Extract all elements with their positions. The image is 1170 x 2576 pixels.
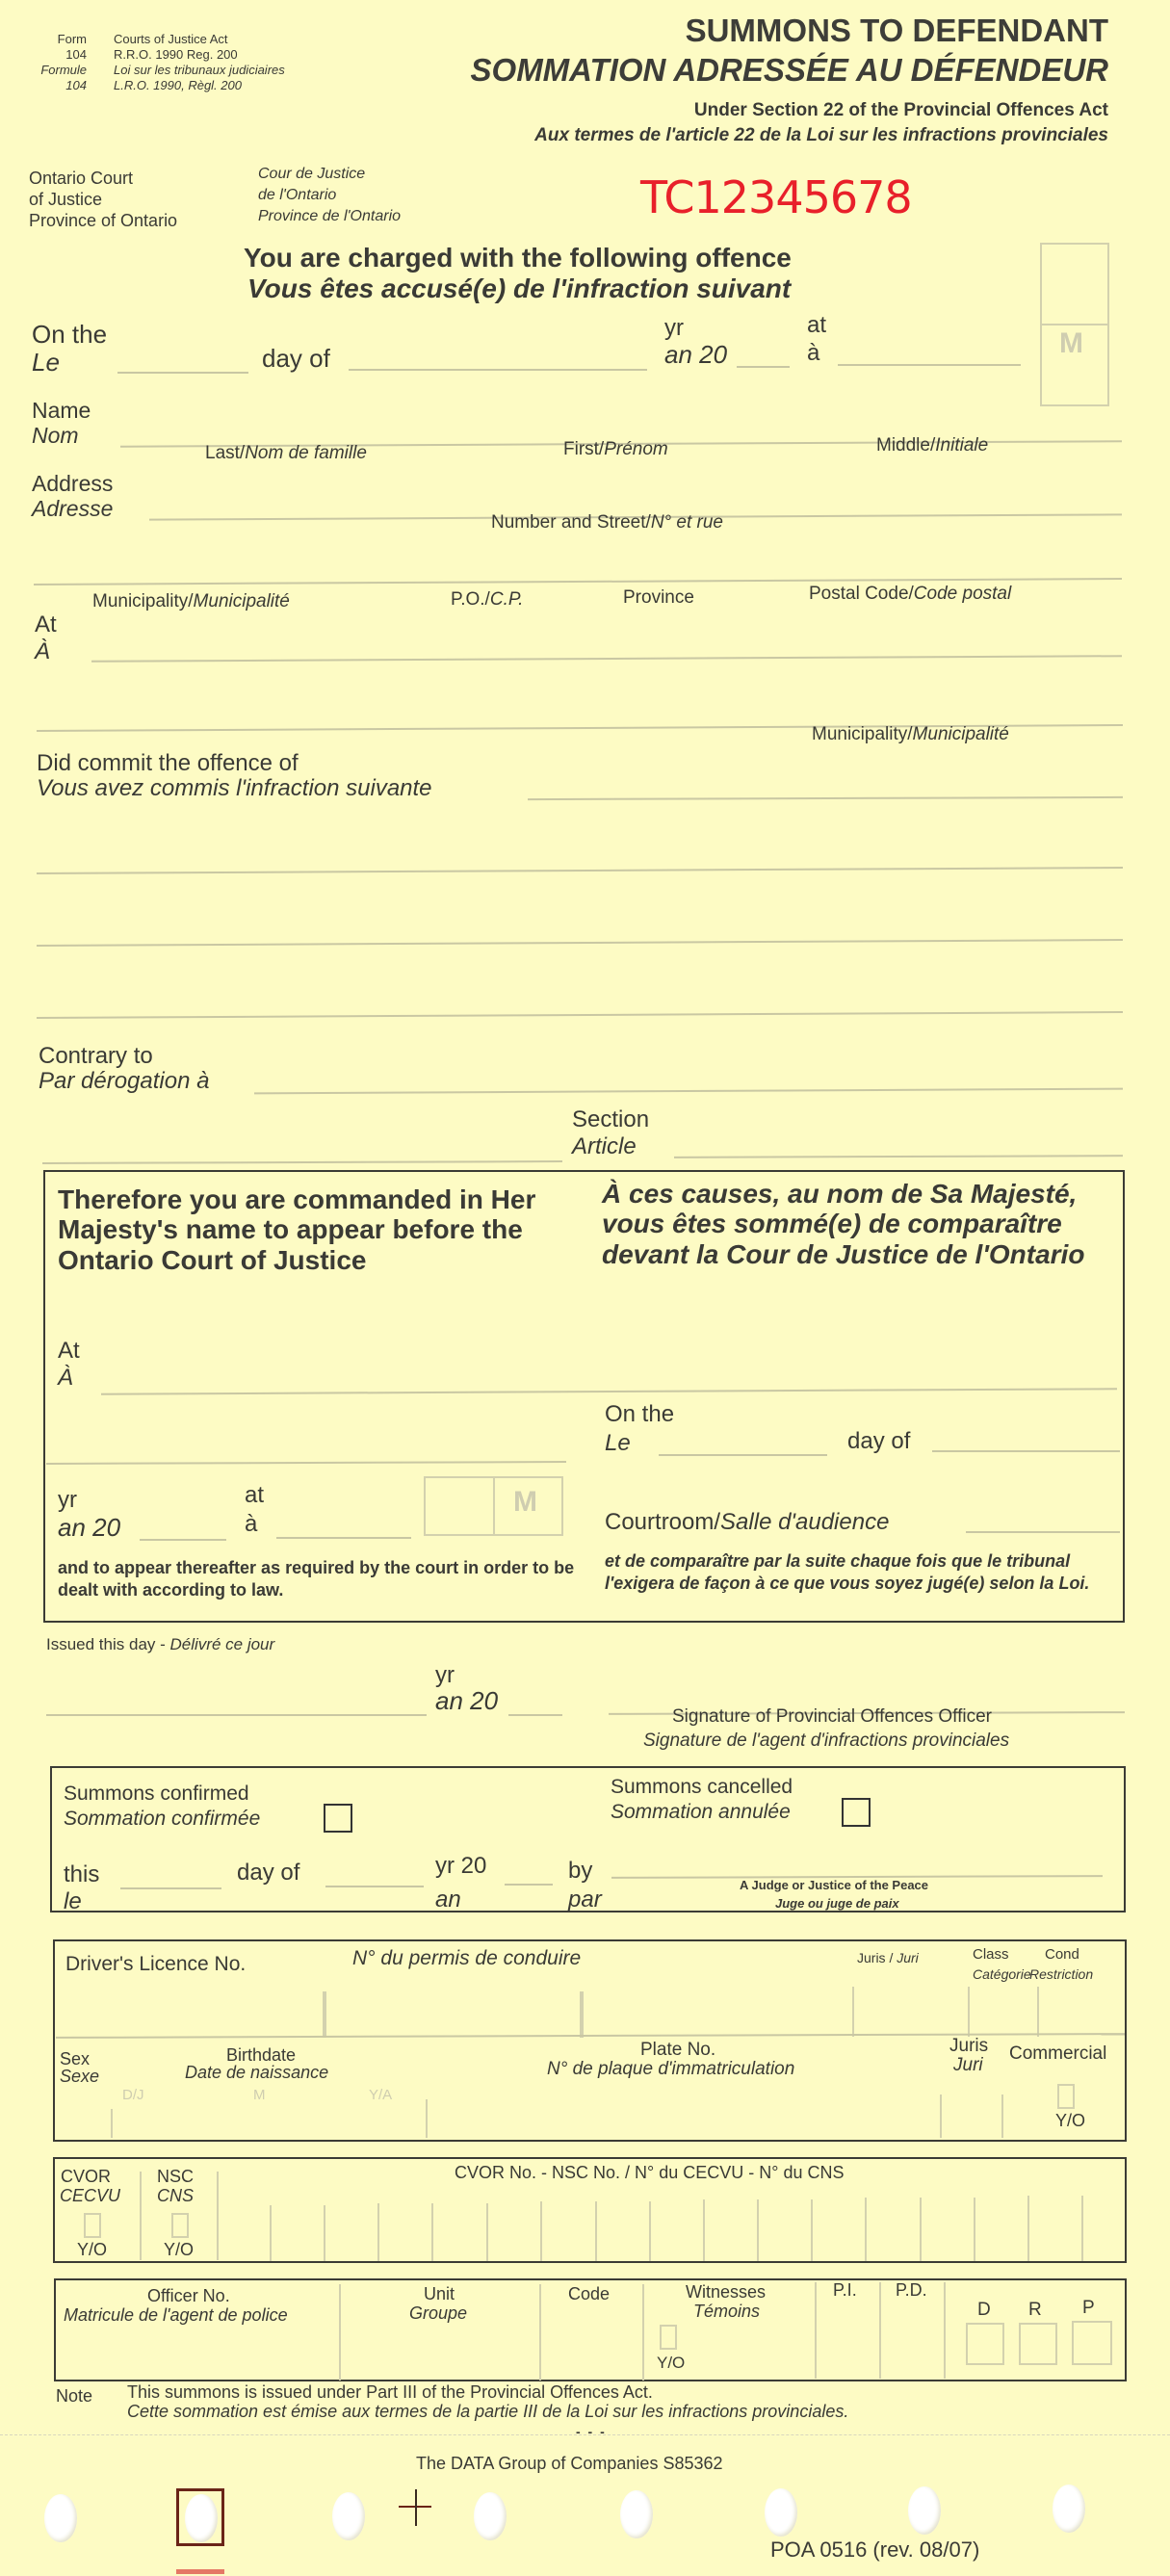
address-label-fr: Adresse — [32, 496, 114, 521]
officer-divider-1 — [339, 2284, 341, 2381]
appear-le-label: Le — [605, 1430, 631, 1456]
first-name-label: First/Prénom — [563, 439, 668, 459]
issued-date-field[interactable] — [46, 1714, 427, 1716]
officer-divider-6 — [944, 2282, 946, 2379]
note-label: Note — [56, 2386, 93, 2406]
licence-label-fr: N° du permis de conduire — [352, 1947, 582, 1969]
licence-juris-label: Juris / Juri — [857, 1950, 919, 1965]
confirmed-label-en: Summons confirmed — [64, 1782, 249, 1805]
offence-month-field[interactable] — [349, 369, 647, 371]
cvor-label-en: CVOR — [61, 2167, 112, 2186]
commercial-yo-label: Y/O — [1055, 2111, 1086, 2130]
licence-divider-1 — [323, 1991, 326, 2038]
title-en: SUMMONS TO DEFENDANT — [685, 13, 1108, 48]
p-label: P — [1082, 2298, 1095, 2318]
location-label-fr: À — [35, 638, 51, 664]
confirm-day-of-label: day of — [237, 1860, 300, 1886]
witnesses-checkbox[interactable] — [660, 2325, 677, 2350]
on-the-label: On the — [32, 320, 108, 349]
class-label-fr: Catégorie — [973, 1966, 1031, 1982]
punch-hole-6 — [765, 2488, 797, 2537]
appear-day-of-label: day of — [847, 1428, 911, 1454]
birth-day-label: D/J — [122, 2087, 144, 2103]
witnesses-yo-label: Y/O — [657, 2354, 686, 2372]
command-text-fr: À ces causes, au nom de Sa Majesté, vous êtes sommé(e) de comparaître devant la Cour de Justice de l'Ontario — [602, 1179, 1085, 1269]
ticket-number: TC12345678 — [640, 171, 912, 223]
cancelled-label-en: Summons cancelled — [611, 1776, 793, 1798]
appear-on-the-label: On the — [605, 1401, 675, 1427]
an20-label: an 20 — [664, 340, 728, 369]
court-location-label-en: At — [58, 1338, 80, 1364]
appear-yr-label: yr — [58, 1487, 77, 1513]
offence-year-field[interactable] — [737, 366, 790, 368]
d-checkbox[interactable] — [966, 2323, 1004, 2365]
reg-fr: L.R.O. 1990, Règl. 200 — [114, 78, 242, 92]
province-label: Province — [623, 587, 694, 608]
officer-number-label-fr: Matricule de l'agent de police — [64, 2305, 288, 2325]
offence-description-line-2[interactable] — [37, 867, 1123, 874]
section-left-line — [42, 1160, 562, 1164]
officer-divider-2 — [539, 2284, 541, 2381]
courtroom-field[interactable] — [966, 1531, 1120, 1533]
birthdate-field[interactable] — [116, 2080, 424, 2138]
registration-mark-bottom — [176, 2569, 224, 2574]
location-municipality-label: Municipality/Municipalité — [812, 724, 1009, 744]
confirm-this-label: this — [64, 1861, 100, 1887]
officer-number-field[interactable] — [58, 2329, 337, 2379]
appear-a-label: à — [245, 1511, 258, 1537]
issued-an20-label: an 20 — [435, 1686, 499, 1715]
plate-juris-divider-2 — [1001, 2095, 1003, 2138]
punch-hole-4 — [474, 2492, 507, 2540]
statute-field[interactable] — [254, 1088, 1123, 1095]
r-label: R — [1028, 2300, 1042, 2320]
a-label: à — [807, 340, 820, 366]
po-label: P.O./C.P. — [451, 589, 524, 610]
location-field[interactable] — [91, 655, 1122, 663]
nsc-label-en: NSC — [157, 2167, 195, 2186]
charged-heading-fr: Vous êtes accusé(e) de l'infraction suivant — [247, 273, 792, 303]
confirm-par-label: par — [568, 1886, 602, 1912]
confirm-day-field[interactable] — [120, 1887, 221, 1889]
court-location-label-fr: À — [58, 1365, 74, 1391]
command-text-en: Therefore you are commanded in Her Majesty's name to appear before the Ontario Court of Justice — [58, 1184, 536, 1275]
act-en: Courts of Justice Act — [114, 32, 228, 46]
form-number: 104 — [65, 47, 87, 62]
perforation-mark: - - - — [576, 2424, 607, 2439]
charged-heading-en: You are charged with the following offence — [244, 243, 792, 273]
signature-label-en: Signature of Provincial Offences Officer — [672, 1706, 992, 1727]
offence-description-line-3[interactable] — [37, 939, 1123, 947]
name-label-en: Name — [32, 398, 91, 423]
pi-field[interactable] — [819, 2306, 876, 2376]
note-text-en: This summons is issued under Part III of the Provincial Offences Act. — [127, 2382, 653, 2402]
punch-hole-5 — [620, 2490, 653, 2538]
subtitle-fr: Aux termes de l'article 22 de la Loi sur les infractions provinciales — [534, 125, 1108, 145]
cond-label-en: Cond — [1045, 1946, 1079, 1963]
birth-month-label: M — [253, 2087, 266, 2103]
formule-number: 104 — [65, 78, 87, 92]
issued-year-field[interactable] — [508, 1714, 562, 1716]
officer-divider-3 — [642, 2284, 644, 2381]
nsc-label-fr: CNS — [157, 2186, 195, 2205]
p-checkbox[interactable] — [1072, 2321, 1112, 2365]
licence-divider-cond — [1037, 1987, 1039, 2037]
court-fr-line3: Province de l'Ontario — [258, 208, 402, 224]
licence-number-field[interactable] — [56, 1984, 1125, 2037]
birthdate-divider — [426, 2099, 428, 2138]
offence-day-field[interactable] — [117, 372, 248, 374]
d-label: D — [977, 2300, 991, 2320]
nsc-checkbox[interactable] — [171, 2213, 189, 2238]
contrary-to-label-fr: Par dérogation à — [39, 1068, 210, 1094]
judge-label-fr: Juge ou juge de paix — [775, 1896, 899, 1911]
sex-label-fr: Sexe — [60, 2067, 100, 2086]
court-fr-line1: Cour de Justice — [258, 166, 366, 182]
did-commit-label-fr: Vous avez commis l'infraction suivante — [37, 775, 432, 801]
licence-divider-class — [968, 1987, 970, 2037]
act-fr: Loi sur les tribunaux judiciaires — [114, 63, 285, 77]
officer-divider-4 — [815, 2282, 817, 2379]
pd-label: P.D. — [896, 2280, 927, 2300]
appear-thereafter-fr: et de comparaître par la suite chaque fois que le tribunal l'exigera de façon à ce que vous soyez jugé(e) selon la Loi. — [605, 1551, 1090, 1594]
subtitle-en: Under Section 22 of the Provincial Offences Act — [693, 100, 1108, 120]
section-field[interactable] — [674, 1155, 1123, 1158]
sex-field[interactable] — [56, 2080, 114, 2138]
cvor-yo-label: Y/O — [77, 2240, 108, 2259]
pd-field[interactable] — [883, 2306, 941, 2376]
time-box-divider — [1040, 324, 1109, 325]
municipality-label: Municipality/Municipalité — [92, 591, 290, 611]
cvor-number-field[interactable] — [220, 2186, 1125, 2261]
plate-juris-label-fr: Juri — [953, 2055, 983, 2075]
plate-label-fr: N° de plaque d'immatriculation — [547, 2059, 795, 2079]
witnesses-label-en: Witnesses — [686, 2282, 767, 2302]
yr-label: yr — [664, 315, 684, 341]
sex-label-en: Sex — [60, 2049, 91, 2069]
registration-mark-cross-v — [415, 2489, 417, 2526]
confirm-month-field[interactable] — [325, 1886, 424, 1887]
court-en-line3: Province of Ontario — [29, 211, 178, 230]
cond-label-fr: Restriction — [1029, 1966, 1094, 1982]
code-field[interactable] — [543, 2311, 639, 2379]
licence-divider-juris — [852, 1987, 854, 2037]
contrary-to-label-en: Contrary to — [39, 1043, 153, 1069]
confirm-year-field[interactable] — [505, 1884, 553, 1886]
appear-meridiem-label: M — [513, 1486, 537, 1518]
birth-year-label: Y/A — [369, 2087, 393, 2103]
pi-label: P.I. — [833, 2280, 857, 2300]
confirm-by-label: by — [568, 1858, 593, 1884]
formule-label: Formule — [40, 63, 87, 77]
reg-en: R.R.O. 1990 Reg. 200 — [114, 47, 238, 62]
issued-yr-label: yr — [435, 1662, 455, 1688]
court-fr-line2: de l'Ontario — [258, 187, 337, 203]
at-label: at — [807, 312, 827, 338]
commercial-checkbox[interactable] — [1057, 2084, 1075, 2109]
nsc-yo-label: Y/O — [164, 2240, 195, 2259]
summons-cancelled-checkbox[interactable] — [842, 1798, 871, 1827]
plate-number-field[interactable] — [429, 2080, 939, 2138]
sex-divider — [111, 2109, 113, 2138]
cancelled-label-fr: Sommation annulée — [611, 1801, 791, 1823]
unit-label-fr: Groupe — [409, 2303, 468, 2323]
address-label-en: Address — [32, 471, 114, 496]
nsc-divider — [217, 2172, 219, 2260]
unit-label-en: Unit — [424, 2284, 455, 2303]
offence-time-field[interactable] — [838, 364, 1021, 366]
officer-divider-5 — [879, 2282, 881, 2379]
witnesses-label-fr: Témoins — [693, 2302, 761, 2321]
appear-year-field[interactable] — [140, 1539, 226, 1541]
did-commit-label-en: Did commit the offence of — [37, 750, 299, 776]
appear-day-field[interactable] — [659, 1454, 827, 1456]
cvor-number-label: CVOR No. - NSC No. / N° du CECVU - N° du CNS — [455, 2163, 845, 2182]
section-label-en: Section — [572, 1106, 650, 1132]
confirmed-label-fr: Sommation confirmée — [64, 1808, 261, 1830]
r-checkbox[interactable] — [1019, 2323, 1057, 2365]
cvor-divider — [140, 2172, 142, 2260]
birthdate-label-en: Birthdate — [226, 2045, 297, 2065]
punch-hole-7 — [908, 2486, 941, 2535]
birthdate-label-fr: Date de naissance — [185, 2063, 329, 2082]
meridiem-label: M — [1059, 327, 1083, 359]
code-label: Code — [568, 2284, 611, 2303]
appear-month-field[interactable] — [932, 1450, 1120, 1452]
court-en-line1: Ontario Court — [29, 169, 134, 188]
appear-an20-label: an 20 — [58, 1513, 121, 1542]
class-label-en: Class — [973, 1946, 1009, 1963]
appear-thereafter-en: and to appear thereafter as required by the court in order to be dealt with according to law. — [58, 1558, 575, 1600]
cvor-label-fr: CECVU — [60, 2186, 121, 2205]
appear-time-field[interactable] — [276, 1537, 411, 1539]
commercial-label: Commercial — [1009, 2043, 1107, 2064]
appear-at-label: at — [245, 1482, 265, 1508]
confirm-an-label: an — [435, 1886, 461, 1912]
plate-juris-label-en: Juris — [949, 2036, 989, 2056]
plate-label-en: Plate No. — [640, 2040, 716, 2060]
courtroom-label: Courtroom/Salle d'audience — [605, 1509, 890, 1535]
issued-label: Issued this day - Délivré ce jour — [46, 1635, 275, 1653]
street-label: Number and Street/N° et rue — [491, 512, 723, 533]
unit-field[interactable] — [343, 2329, 535, 2379]
judge-label-en: A Judge or Justice of the Peace — [740, 1878, 929, 1892]
form-code: POA 0516 (rev. 08/07) — [770, 2537, 980, 2562]
confirm-le-label: le — [64, 1888, 82, 1914]
punch-hole-1 — [44, 2494, 77, 2542]
summons-confirmed-checkbox[interactable] — [324, 1804, 352, 1833]
licence-divider-2 — [580, 1991, 584, 2038]
middle-name-label: Middle/Initiale — [876, 435, 989, 455]
plate-juris-divider-1 — [940, 2095, 942, 2138]
form-label: Form — [57, 32, 87, 46]
offence-description-line-4[interactable] — [37, 1011, 1123, 1019]
name-label-fr: Nom — [32, 423, 79, 448]
last-name-label: Last/Nom de famille — [205, 443, 367, 463]
location-label-en: At — [35, 611, 57, 637]
day-of-label: day of — [262, 344, 330, 373]
punch-hole-8 — [1053, 2485, 1085, 2533]
note-text-fr: Cette sommation est émise aux termes de la partie III de la Loi sur les infractions provinciales. — [127, 2402, 849, 2421]
cvor-checkbox[interactable] — [84, 2213, 101, 2238]
signature-label-fr: Signature de l'agent d'infractions provinciales — [643, 1730, 1010, 1751]
confirm-yr20-label: yr 20 — [435, 1853, 487, 1879]
licence-label-en: Driver's Licence No. — [65, 1953, 247, 1975]
printer-label: The DATA Group of Companies S85362 — [416, 2454, 723, 2473]
postal-code-label: Postal Code/Code postal — [809, 584, 1012, 604]
title-fr: SOMMATION ADRESSÉE AU DÉFENDEUR — [470, 52, 1108, 88]
officer-number-label-en: Officer No. — [147, 2286, 230, 2305]
punch-hole-3 — [332, 2492, 365, 2540]
appear-time-divider — [493, 1476, 495, 1536]
court-en-line2: of Justice — [29, 190, 103, 209]
offence-description-field[interactable] — [528, 796, 1123, 800]
le-label: Le — [32, 348, 60, 377]
section-label-fr: Article — [572, 1133, 637, 1159]
punch-hole-2 — [185, 2494, 218, 2542]
